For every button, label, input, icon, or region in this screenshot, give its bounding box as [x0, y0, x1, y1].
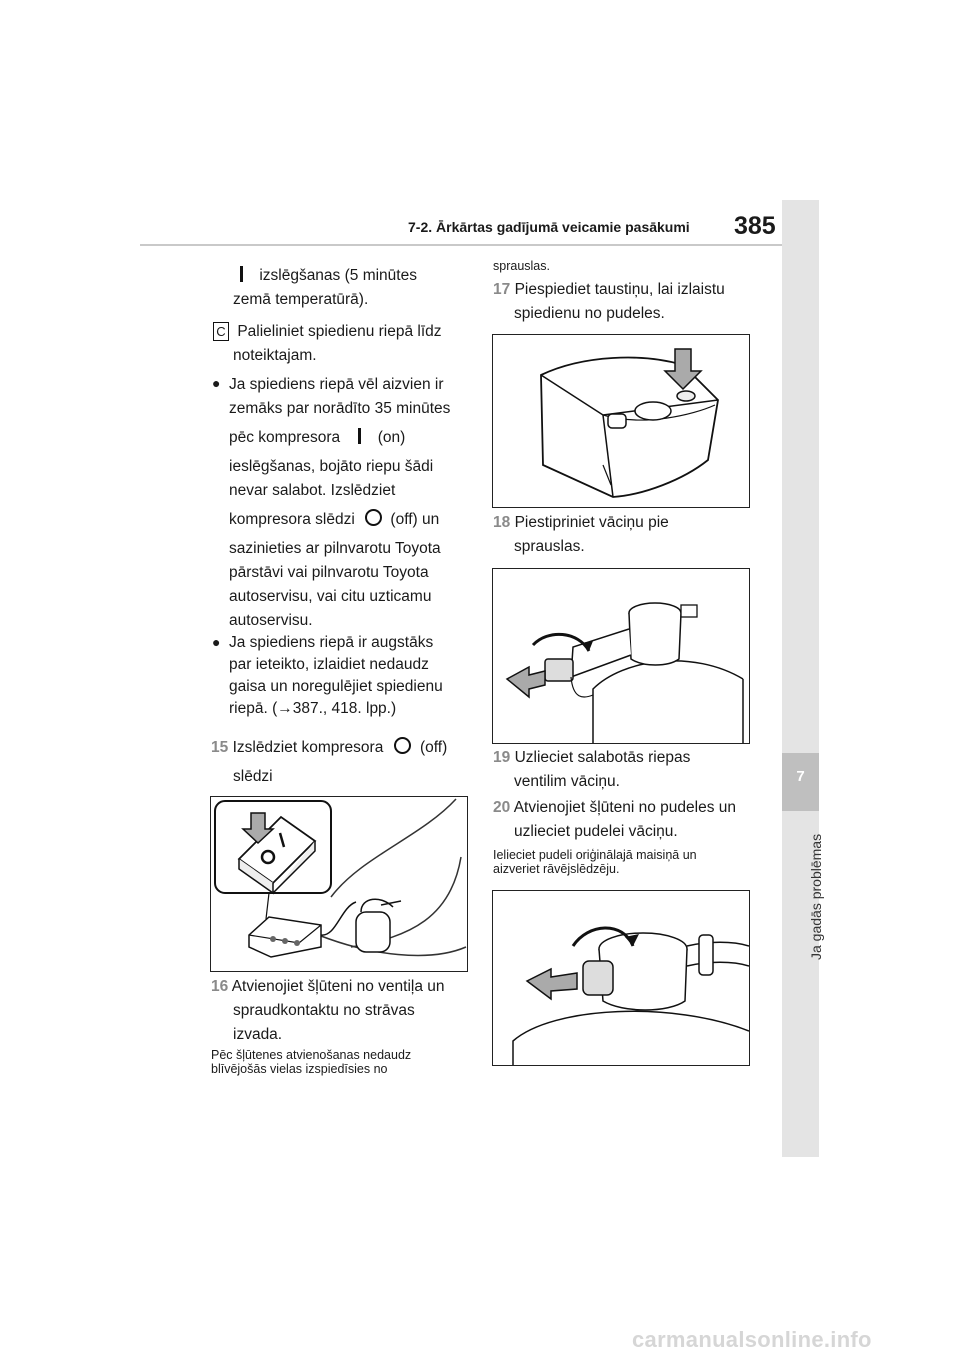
step-20-note-line2: aizveriet rāvējslēdzēju.: [493, 862, 620, 876]
bullet1-line10: autoservisu.: [229, 612, 313, 629]
step-number: 17: [493, 281, 511, 298]
chapter-title-text: Ja gadās problēmas: [808, 833, 824, 960]
step-16-note-line2: blīvējošās vielas izspiedīsies no: [211, 1062, 388, 1076]
switch-off-symbol-icon: [394, 737, 411, 754]
step-16-line3: izvada.: [233, 1026, 283, 1043]
step-19-line2: ventilim vāciņu.: [514, 773, 620, 790]
bullet1-line8: pārstāvi vai pilnvarotu Toyota: [229, 564, 429, 581]
step-19-line1: 19 Uzlieciet salabotās riepas: [493, 749, 691, 766]
chapter-number: 7: [796, 768, 805, 785]
step-number: 18: [493, 514, 511, 531]
bullet-dot: ●: [212, 634, 221, 650]
step-16-line1: 16 Atvienojiet šļūteni no ventiļa un: [211, 978, 445, 995]
bullet2-line4: riepā. (→387., 418. lpp.): [229, 700, 397, 717]
bullet-dot: ●: [212, 375, 221, 391]
step-number: 20: [493, 799, 511, 816]
step-number: 15: [211, 739, 229, 756]
step-c-label: C: [213, 322, 229, 341]
step-15-line1: 15 Izslēdziet kompresora (off): [211, 739, 448, 756]
chapter-title: [784, 820, 824, 960]
bullet1-line7: sazinieties ar pilnvarotu Toyota: [229, 540, 441, 557]
switch-on-symbol-icon: [358, 428, 361, 444]
bullet1-line3: pēc kompresora (on): [229, 429, 406, 446]
bottle-cap-illustration: [492, 890, 750, 1066]
step-c-line1: C Palieliniet spiedienu riepā līdz: [213, 320, 442, 343]
step-18-line2: sprauslas.: [514, 538, 585, 555]
step-20-line1: 20 Atvienojiet šļūteni no pudeles un: [493, 799, 737, 816]
bullet1-line4: ieslēgšanas, bojāto riepu šādi: [229, 458, 434, 475]
step-18-line1: 18 Piestipriniet vāciņu pie: [493, 514, 669, 531]
step-number: 19: [493, 749, 511, 766]
step-17-line2: spiedienu no pudeles.: [514, 305, 665, 322]
bullet2-line2: par ieteikto, izlaidiet nedaudz: [229, 656, 429, 673]
compressor-button-illustration: [492, 334, 750, 508]
bullet1-line1: Ja spiediens riepā vēl aizvien ir: [229, 376, 444, 393]
continued-text-line2: zemā temperatūrā).: [233, 291, 369, 308]
compressor-switch-illustration: [210, 796, 468, 972]
bullet1-line6: kompresora slēdzi (off) un: [229, 511, 440, 528]
step-number: 16: [211, 978, 229, 995]
continued-text-line1: izslēgšanas (5 minūtes: [240, 264, 417, 287]
continued-note: sprauslas.: [493, 259, 550, 273]
watermark: carmanualsonline.info: [632, 1327, 872, 1352]
bullet2-line3: gaisa un noregulējiet spiedienu: [229, 678, 443, 695]
step-17-line1: 17 Piespiediet taustiņu, lai izlaistu: [493, 281, 725, 298]
bullet1-line9: autoservisu, vai citu uzticamu: [229, 588, 432, 605]
switch-on-symbol-icon: [240, 266, 243, 282]
chapter-side-tab: [782, 200, 819, 1157]
step-16-note-line1: Pēc šļūtenes atvienošanas nedaudz: [211, 1048, 412, 1062]
step-20-note-line1: Ielieciet pudeli oriģinālajā maisiņā un: [493, 848, 697, 862]
attach-cap-illustration: [492, 568, 750, 744]
switch-off-symbol-icon: [365, 509, 382, 526]
bullet2-line1: Ja spiediens riepā ir augstāks: [229, 634, 434, 651]
bullet1-line5: nevar salabot. Izslēdziet: [229, 482, 396, 499]
step-c-line2: noteiktajam.: [233, 347, 317, 364]
page-number: 385: [734, 212, 776, 240]
step-20-line2: uzlieciet pudelei vāciņu.: [514, 823, 678, 840]
bullet1-line2: zemāks par norādīto 35 minūtes: [229, 400, 451, 417]
header-divider: [140, 244, 783, 246]
section-title: 7-2. Ārkārtas gadījumā veicamie pasākumi: [408, 219, 690, 235]
step-16-line2: spraudkontaktu no strāvas: [233, 1002, 415, 1019]
step-15-line2: slēdzi: [233, 768, 273, 785]
